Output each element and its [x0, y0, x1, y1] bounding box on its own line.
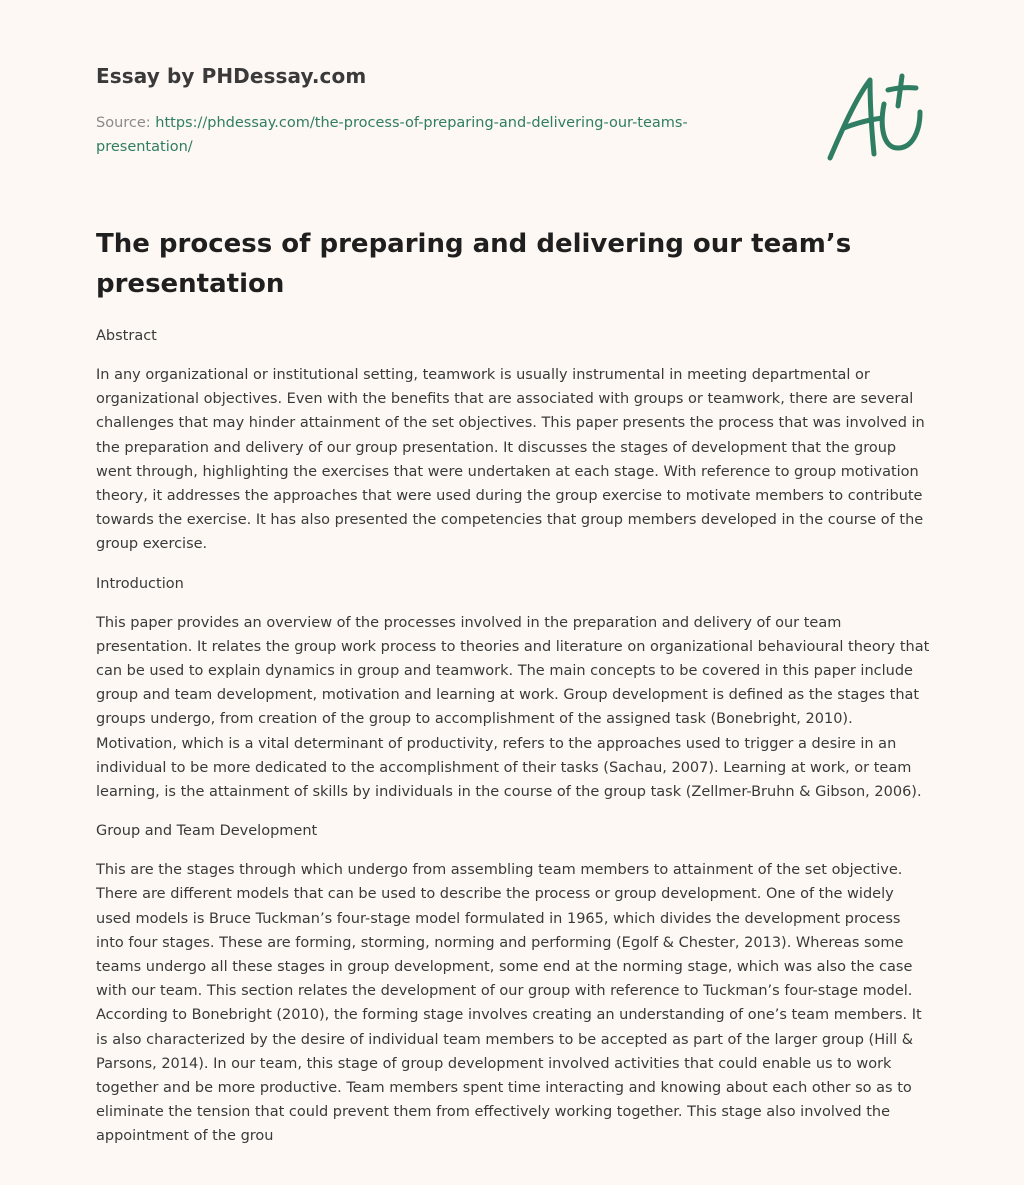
essay-title: The process of preparing and delivering our team’s presentation — [96, 229, 852, 299]
section-heading: Abstract — [96, 328, 157, 344]
site-title: Essay by PHDessay.com — [96, 64, 367, 88]
section-heading: Introduction — [96, 575, 184, 592]
a-plus-logo-icon — [824, 68, 928, 166]
section-introduction — [96, 572, 932, 805]
section-body: This paper provides an overview of the processes involved in the preparation and delivery of our team presentation. It relates the group work process to theories and literature on organizational behavioural theory that can be used to explain dynamics in group and teamwork. The main concepts to be covered in this paper include group and team development, motivation and learning at work. Group development is defined as the stages that groups undergo, from creation of the group to accomplishment of the assigned task (Bonebright, 2010). Motivation, which is a vital determinant of productivity, refers to the approaches used to trigger a desire in an individual to be more dedicated to the accomplishment of their tasks (Sachau, 2007). Learning at work, or team learning, is the attainment of skills by individuals in the course of the group task (Zellmer-Bruhn & Gibson, 2006). — [96, 614, 930, 801]
source-label: Source: — [96, 115, 156, 131]
section-body: This are the stages through which undergo from assembling team members to attainment of the set objective. There are different models that can be used to describe the process or group development. One of the widely used models is Bruce Tuckman’s four-stage model formulated in 1965, which divides the development process into four stages. These are forming, storming, norming and performing (Egolf & Chester, 2013). Whereas some teams undergo all these stages in group development, some end at the norming stage, which was also the case with our team. This section relates the development of our group with reference to Tuckman’s four-stage model. According to Bonebright (2010), the forming stage involves creating an understanding of one’s team members. It is also characterized by the desire of individual team members to be accepted as part of the larger group (Hill & Parsons, 2014). In our team, this stage of group development involved activities that could enable us to work together and be more productive. Team members spent time interacting and knowing about each other so as to eliminate the tension that could prevent them from effectively working together. This stage also involved the appointment of the grou — [96, 862, 922, 1145]
section-heading: Group and Team Development — [96, 823, 318, 840]
section-body: In any organizational or institutional setting, teamwork is usually instrumental in meeting departmental or organizational objectives. Even with the benefits that are associated with groups or teamwork, there are several challenges that may hinder attainment of the set objectives. This paper presents the process that was involved in the preparation and delivery of our group presentation. It discusses the stages of development that the group went through, highlighting the exercises that were undertaken at each stage. With reference to group motivation theory, it addresses the approaches that were used during the group exercise to motivate members to contribute towards the exercise. It has also presented the competencies that group members developed in the course of the group exercise. — [96, 367, 925, 553]
section-abstract — [96, 324, 932, 557]
section-group-development — [96, 819, 932, 1148]
source-link[interactable]: https://phdessay.com/the-process-of-preparing-and-delivering-our-teams-presentation/ — [96, 115, 688, 155]
essay-content — [96, 324, 932, 1164]
source-line — [96, 111, 736, 159]
